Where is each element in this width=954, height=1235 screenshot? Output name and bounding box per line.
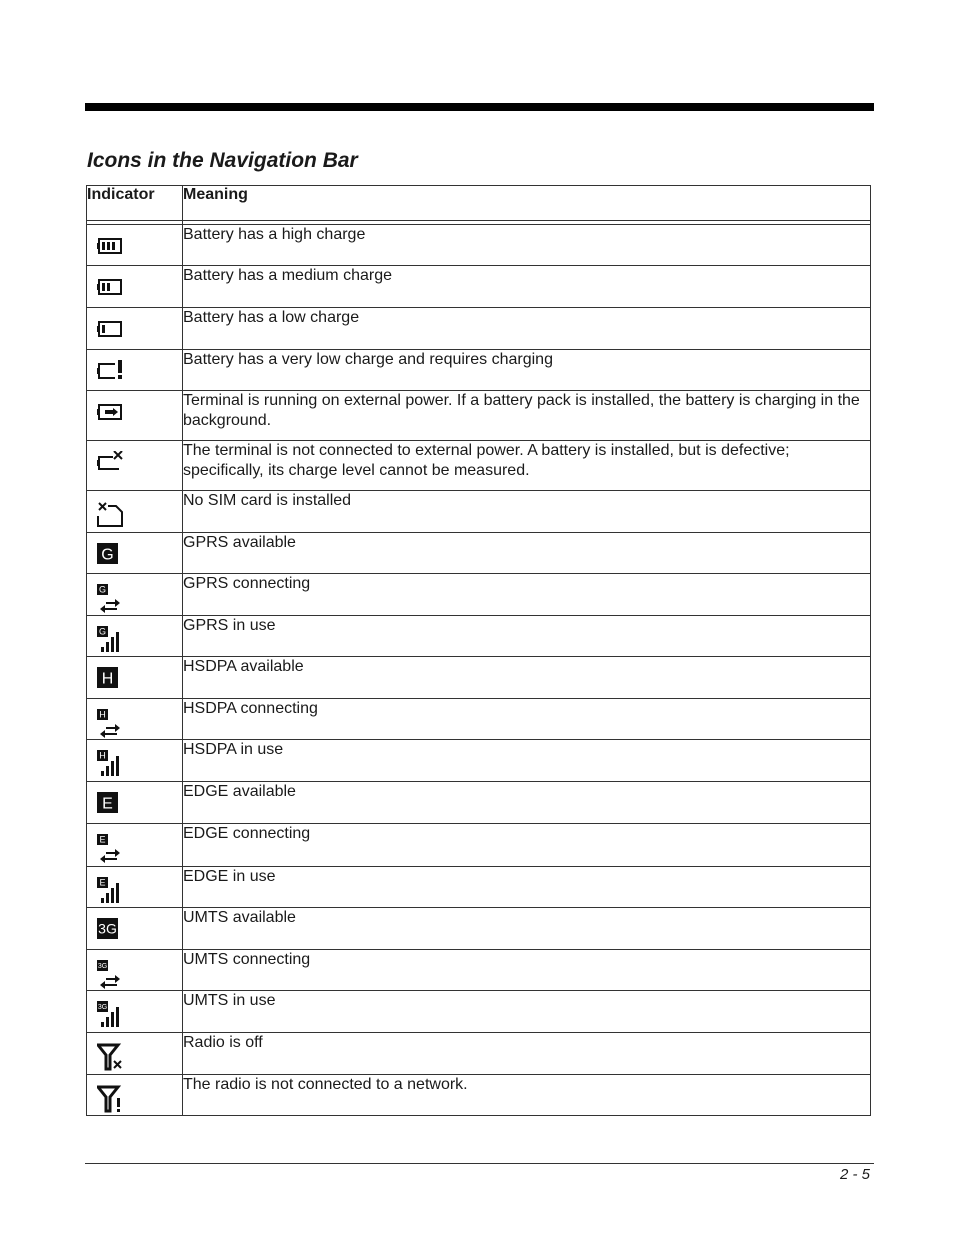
bottom-rule (85, 1163, 874, 1164)
meaning-cell: GPRS available (183, 533, 871, 574)
edge-in-use-icon (97, 877, 125, 907)
header-indicator: Indicator (87, 186, 183, 221)
table-header-row (87, 186, 871, 221)
indicator-cell (87, 1075, 183, 1116)
svg-text:3G: 3G (98, 920, 117, 937)
indicator-cell (87, 441, 183, 491)
indicator-cell (87, 491, 183, 533)
gprs-in-use-icon (97, 626, 125, 656)
meaning-cell: Battery has a very low charge and requires charging (183, 350, 871, 391)
meaning-cell: UMTS connecting (183, 950, 871, 991)
table-row (87, 574, 871, 616)
navigation-bar-icons-table (86, 185, 871, 1116)
meaning-cell: Terminal is running on external power. If a battery pack is installed, the battery is charging in the background. (183, 391, 871, 441)
table-row (87, 266, 871, 308)
svg-text:G: G (98, 584, 107, 595)
gprs-available-icon (97, 543, 125, 573)
radio-off-icon (97, 1043, 125, 1073)
battery-high-icon (97, 235, 125, 265)
edge-available-icon (97, 792, 125, 822)
indicator-cell (87, 824, 183, 867)
indicator-cell (87, 699, 183, 740)
hsdpa-in-use-icon (97, 750, 125, 780)
umts-connecting-icon (97, 960, 125, 990)
table-row (87, 740, 871, 782)
indicator-cell (87, 574, 183, 616)
svg-text:3G: 3G (97, 1004, 108, 1012)
table-row (87, 533, 871, 574)
meaning-cell: HSDPA available (183, 657, 871, 699)
indicator-cell (87, 782, 183, 824)
table-row (87, 991, 871, 1033)
table-row (87, 616, 871, 657)
meaning-cell: EDGE available (183, 782, 871, 824)
page-number: 2 - 5 (839, 1166, 870, 1183)
svg-text:H: H (99, 750, 106, 761)
indicator-cell (87, 350, 183, 391)
indicator-cell (87, 225, 183, 266)
svg-text:H: H (99, 709, 106, 720)
indicator-cell (87, 740, 183, 782)
indicator-cell (87, 308, 183, 350)
indicator-cell (87, 991, 183, 1033)
meaning-cell: GPRS connecting (183, 574, 871, 616)
table-row (87, 699, 871, 740)
svg-text:G: G (98, 626, 107, 637)
indicator-cell (87, 950, 183, 991)
umts-available-icon (97, 918, 125, 948)
top-rule (85, 103, 874, 111)
radio-not-connected-icon (97, 1085, 125, 1115)
gprs-connecting-icon (97, 584, 125, 614)
battery-low-icon (97, 318, 125, 348)
svg-text:H: H (101, 670, 114, 688)
indicator-cell (87, 533, 183, 574)
meaning-cell: HSDPA connecting (183, 699, 871, 740)
battery-very-low-icon (97, 360, 125, 390)
table-row (87, 350, 871, 391)
table-row (87, 308, 871, 350)
indicator-cell (87, 266, 183, 308)
battery-defective-icon (97, 451, 125, 481)
meaning-cell: Radio is off (183, 1033, 871, 1075)
meaning-cell: No SIM card is installed (183, 491, 871, 533)
meaning-cell: GPRS in use (183, 616, 871, 657)
meaning-cell: EDGE in use (183, 867, 871, 908)
meaning-cell: The radio is not connected to a network. (183, 1075, 871, 1116)
umts-in-use-icon (97, 1001, 125, 1031)
indicator-cell (87, 867, 183, 908)
table-row (87, 782, 871, 824)
table-row (87, 824, 871, 867)
table-row (87, 867, 871, 908)
indicator-cell (87, 391, 183, 441)
indicator-cell (87, 616, 183, 657)
meaning-cell: Battery has a high charge (183, 225, 871, 266)
hsdpa-connecting-icon (97, 709, 125, 739)
table-row (87, 391, 871, 441)
table-row (87, 225, 871, 266)
meaning-cell: UMTS available (183, 908, 871, 950)
table-row (87, 441, 871, 491)
meaning-cell: HSDPA in use (183, 740, 871, 782)
indicator-cell (87, 1033, 183, 1075)
section-title: Icons in the Navigation Bar (87, 149, 358, 172)
svg-text:E: E (99, 877, 106, 888)
table-row (87, 908, 871, 950)
svg-text:E: E (102, 795, 113, 813)
svg-text:G: G (101, 546, 114, 564)
meaning-cell: EDGE connecting (183, 824, 871, 867)
battery-medium-icon (97, 276, 125, 306)
table-row (87, 657, 871, 699)
table-row (87, 491, 871, 533)
indicator-cell (87, 908, 183, 950)
meaning-cell: UMTS in use (183, 991, 871, 1033)
meaning-cell: Battery has a low charge (183, 308, 871, 350)
hsdpa-available-icon (97, 667, 125, 697)
table-row (87, 950, 871, 991)
meaning-cell: Battery has a medium charge (183, 266, 871, 308)
svg-text:E: E (99, 834, 106, 845)
external-power-icon (97, 401, 125, 431)
svg-text:3G: 3G (97, 963, 108, 971)
no-sim-icon (97, 501, 125, 531)
header-meaning: Meaning (183, 186, 871, 221)
indicator-cell (87, 657, 183, 699)
meaning-cell: The terminal is not connected to external power. A battery is installed, but is defective; specifically, its charge level cannot be measured. (183, 441, 871, 491)
table-row (87, 1075, 871, 1116)
table-row (87, 1033, 871, 1075)
edge-connecting-icon (97, 834, 125, 864)
